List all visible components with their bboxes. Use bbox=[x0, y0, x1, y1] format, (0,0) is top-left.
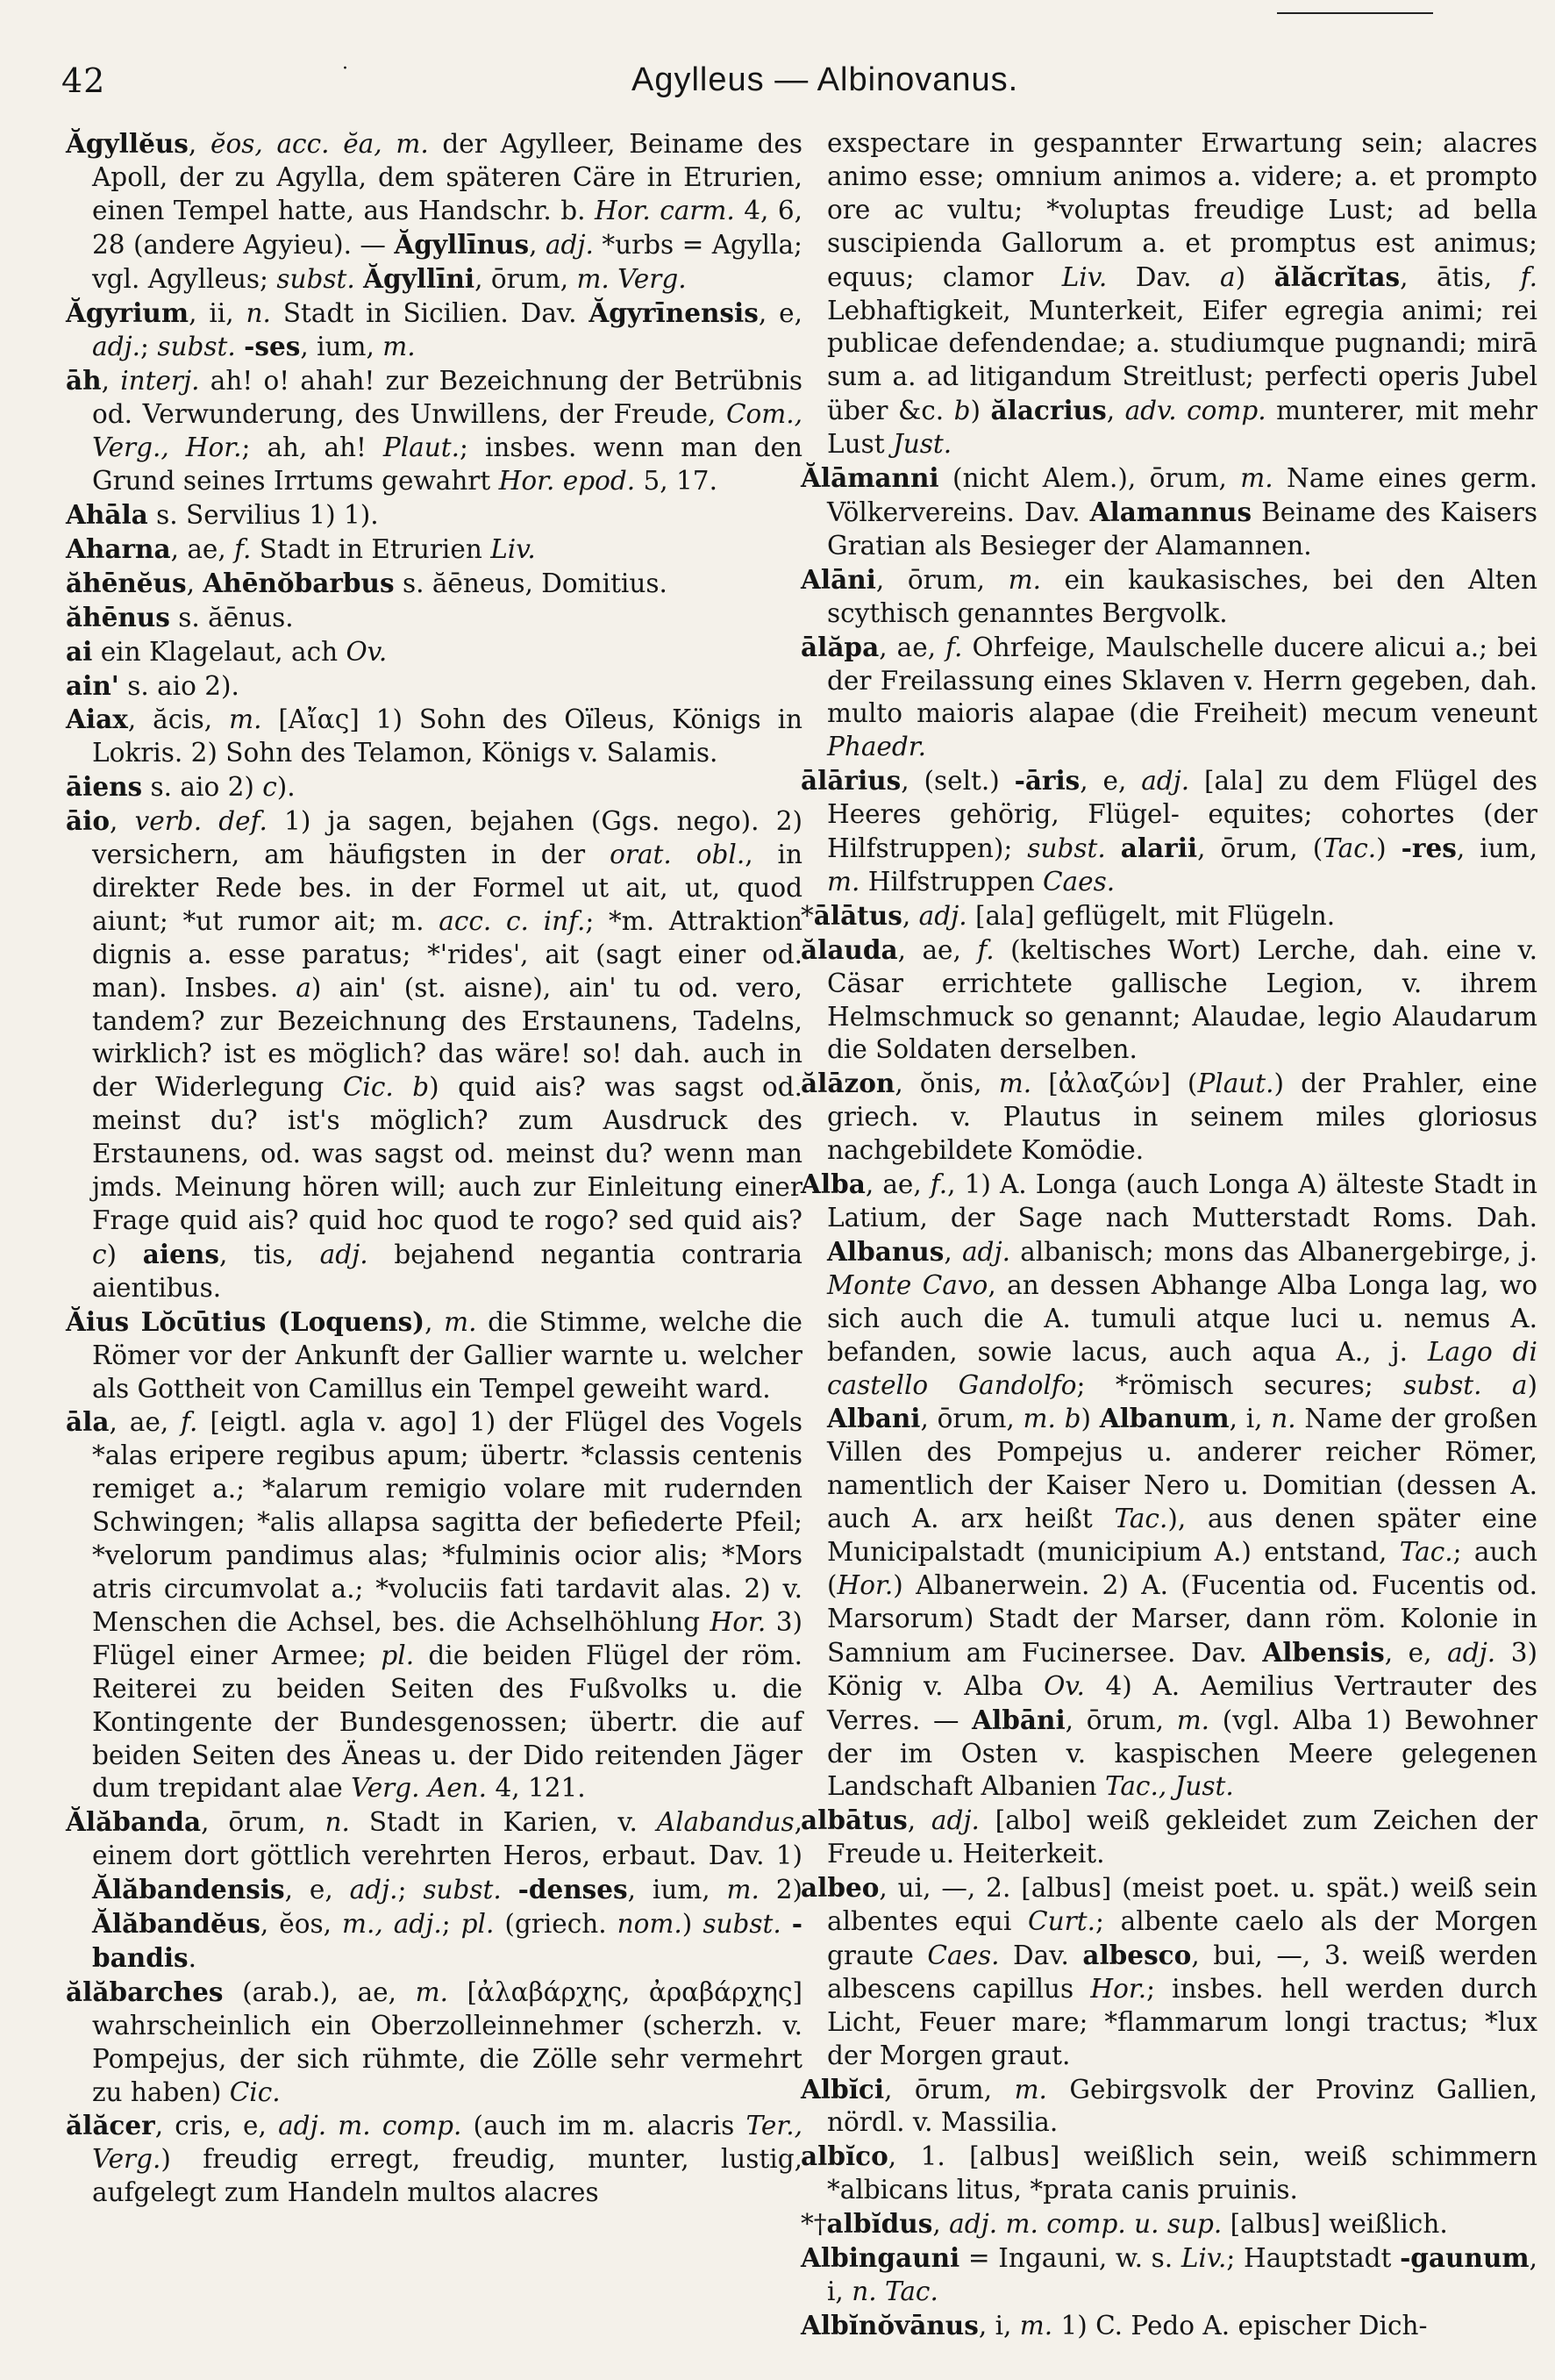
dictionary-entry: ălăcer, cris, e, adj. m. comp. (auch im m. alacris Ter., Verg.) freudig erregt, freudig, munter, lustig, aufgelegt zum Handeln multos alacres bbox=[66, 2110, 802, 2208]
dictionary-entry: Albĭci, ōrum, m. Gebirgsvolk der Provinz Gallien, nördl. v. Massilia. bbox=[801, 2073, 1537, 2138]
entry-continuation: exspectare in gespannter Erwartung sein; alacres animo esse; omnium animos a. videre; a. et prompto ore ac vultu; *voluptas freudige Lust; ad bella suscipienda Gallorum a. et promptus est animus; equus; clamor Liv. Dav. a) ălăcrĭtas, ātis, f. Lebhaftigkeit, Munterkeit, Eifer egregia animi; rei publicae defendendae; a. studiumque pugnandi; mirā sum a. ad litigandum Streitlust; perfecti operis Jubel über &c. b) ălacrius, adv. comp. munterer, mit mehr Lust Just. bbox=[827, 128, 1537, 460]
dictionary-entry: āiens s. aio 2) c). bbox=[66, 771, 296, 803]
dictionary-entry: āio, verb. def. 1) ja sagen, bejahen (Ggs. nego). 2) versichern, am häufigsten in der orat. obl., in direkter Rede bes. in der Formel ut ait, ut, quod aiunt; *ut rumor ait; m. acc. c. inf.; *m. Attraktion dignis a. esse paratus; *'rides', ait (sagt einer od. man). Insbes. a) ain' (st. aisne), ain' tu od. vero, tandem? zur Bezeichnung des Erstaunens, Tadelns, wirklich? ist es möglich? das wäre! so! dah. auch in der Widerlegung Cic. b) quid ais? was sagst od. meinst du? ist's möglich? zum Ausdruck des Erstaunens, od. was sagst od. meinst du? wenn man jmds. Meinung hören will; auch zur Einleitung einer Frage quid ais? quid hoc quod te rogo? sed quid ais? c) aiens, tis, adj. bejahend negantia contraria aientibus. bbox=[66, 805, 803, 1303]
dictionary-entry: albeo, ui, —, 2. [albus] (meist poet. u. spät.) weiß sein albentes equi Curt.; albente caelo als der Morgen graute Caes. Dav. albesco, bui, —, 3. weiß werden albescens capillus Hor.; insbes. hell werden durch Licht, Feuer mare; *flammarum longi tractus; *lux der Morgen graut. bbox=[801, 1872, 1537, 2070]
dictionary-entry: Ălăbanda, ōrum, n. Stadt in Karien, v. Alabandus, einem dort göttlich verehrten Heros, erbaut. Dav. 1) Ălăbandensis, e, adj.; subst. -denses, ium, m. 2) Ălăbandĕus, ĕos, m., adj.; pl. (griech. nom.) subst. -bandis. bbox=[66, 1806, 802, 1973]
dictionary-entry: Alāni, ōrum, m. ein kaukasisches, bei den Alten scythisch genanntes Bergvolk. bbox=[801, 563, 1537, 628]
dictionary-entry: Alba, ae, f., 1) A. Longa (auch Longa A) älteste Stadt in Latium, der Sage nach Mutterstadt Roms. Dah. Albanus, adj. albanisch; mons das Albanergebirge, j. Monte Cavo, an dessen Abhange Alba Longa lag, wo sich auch die A. tumuli atque luci u. nemus A. befanden, sowie lacus, auch aqua A., j. Lago di castello Gandolfo; *römisch secures; subst. a) Albani, ōrum, m. b) Albanum, i, n. Name der großen Villen des Pompejus u. anderer reicher Römer, namentlich der Kaiser Nero u. Domitian (dessen A. auch A. arx heißt Tac.), aus denen später eine Municipalstadt (municipium A.) entstand, Tac.; auch (Hor.) Albanerwein. 2) A. (Fucentia od. Fucentis od. Marsorum) Stadt der Marser, dann röm. Kolonie in Samnium am Fucinersee. Dav. Albensis, e, adj. 3) König v. Alba Ov. 4) A. Aemilius Vertrauter des Verres. — Albāni, ōrum, m. (vgl. Alba 1) Bewohner der im Osten v. kaspischen Meere gelegenen Landschaft Albanien Tac., Just. bbox=[801, 1169, 1538, 1802]
dictionary-entry: ălāzon, ŏnis, m. [ἀλαζών] (Plaut.) der Prahler, eine griech. v. Plautus in seinem miles gloriosus nachgebildete Komödie. bbox=[801, 1068, 1537, 1166]
dictionary-entry: ālăpa, ae, f. Ohrfeige, Maulschelle ducere alicui a.; bei der Freilassung eines Sklaven v. Herrn gegeben, dah. multo maioris alapae (die Freiheit) mecum veneunt Phaedr. bbox=[801, 631, 1537, 762]
header-dot: · bbox=[342, 58, 348, 80]
dictionary-entry: Ăgyllĕus, ĕos, acc. ĕa, m. der Agylleer, Beiname des Apoll, der zu Agylla, dem späteren Cäre in Etrurien, einen Tempel hatte, aus Handschr. b. Hor. carm. 4, 6, 28 (andere Agyieu). — Ăgyllīnus, adj. *urbs = Agylla; vgl. Agylleus; subst. Ăgyllīni, ōrum, m. Verg. bbox=[66, 128, 803, 294]
dictionary-entry: Ălāmanni (nicht Alem.), ōrum, m. Name eines germ. Völkervereins. Dav. Alamannus Beiname des Kaisers Gratian als Besieger der Alamannen. bbox=[801, 462, 1537, 561]
dictionary-entry: *†albĭdus, adj. m. comp. u. sup. [albus] weißlich. bbox=[801, 2208, 1448, 2240]
dictionary-entry: Ahāla s. Servilius 1) 1). bbox=[66, 498, 379, 530]
dictionary-entry: āla, ae, f. [eigtl. agla v. ago] 1) der Flügel des Vogels *alas eripere regibus apum; übertr. *classis centenis remiget a.; *alarum remigio volare mit rudernden Schwingen; *alis allapsa sagitta der befiederte Pfeil; *velorum pandimus alas; *fulminis ocior alis; *Mors atris circumvolat a.; *voluciis fati tardavit alas. 2) v. Menschen die Achsel, bes. die Achselhöhlung Hor. 3) Flügel einer Armee; pl. die beiden Flügel der röm. Reiterei zu beiden Seiten des Fußvolks u. die Kontingente der Bundesgenossen; übertr. die auf beiden Seiten des Äneas u. der Dido reitenden Jäger dum trepidant alae Verg. Aen. 4, 121. bbox=[66, 1406, 802, 1804]
dictionary-entry: albĭco, 1. [albus] weißlich sein, weiß schimmern *albicans litus, *prata canis pruinis. bbox=[801, 2141, 1537, 2205]
dictionary-entry: ălăbarches (arab.), ae, m. [ἀλαβάρχης, ἀραβάρχης] wahrscheinlich ein Oberzolleinnehmer (scherzh. v. Pompejus, der sich rühmte, die Zölle sehr vermehrt zu haben) Cic. bbox=[66, 1976, 802, 2107]
page-header bbox=[61, 58, 1491, 114]
dictionary-entry: Aiax, ăcis, m. [Αἴας] 1) Sohn des Oïleus, Königs in Lokris. 2) Sohn des Telamon, Königs v. Salamis. bbox=[66, 704, 802, 768]
dictionary-entry: *ālātus, adj. [ala] geflügelt, mit Flügeln. bbox=[801, 899, 1336, 931]
dictionary-entry: Albĭnŏvānus, i, m. 1) C. Pedo A. epischer Dich- bbox=[801, 2309, 1428, 2341]
left-column bbox=[66, 127, 802, 2327]
dictionary-entry: ai ein Klagelaut, ach Ov. bbox=[66, 635, 388, 667]
dictionary-entry: ālārius, (selt.) -āris, e, adj. [ala] zu dem Flügel des Heeres gehörig, Flügel- equites; cohortes (der Hilfstruppen); subst. alarii, ōrum, (Tac.) -res, ium, m. Hilfstruppen Caes. bbox=[801, 765, 1538, 897]
dictionary-entry: Aharna, ae, f. Stadt in Etrurien Liv. bbox=[66, 532, 536, 564]
running-head: Agylleus — Albinovanus. bbox=[631, 61, 1019, 98]
dictionary-entry: Albingauni = Ingauni, w. s. Liv.; Hauptstadt -gaunum, i, n. Tac. bbox=[801, 2242, 1537, 2306]
dictionary-entry: ăhēnĕus, Ahēnŏbarbus s. ăēneus, Domitius. bbox=[66, 567, 667, 598]
top-rule bbox=[1277, 12, 1433, 14]
page-number: 42 bbox=[61, 61, 106, 100]
dictionary-entry: ălauda, ae, f. (keltisches Wort) Lerche, dah. eine v. Cäsar errichtete gallische Legion, v. ihrem Helmschmuck so genannt; Alaudae, legio Alaudarum die Soldaten derselben. bbox=[801, 933, 1537, 1065]
dictionary-entry: Ăius Lŏcūtius (Loquens), m. die Stimme, welche die Römer vor der Ankunft der Gallier warnte u. welcher als Gottheit von Camillus ein Tempel geweiht ward. bbox=[66, 1305, 802, 1404]
dictionary-entry: albātus, adj. [albo] weiß gekleidet zum Zeichen der Freude u. Heiterkeit. bbox=[801, 1805, 1537, 1869]
dictionary-entry: ain' s. aio 2). bbox=[66, 669, 239, 701]
dictionary-entry: ăhēnus s. ăēnus. bbox=[66, 601, 294, 633]
dictionary-entry: āh, interj. ah! o! ahah! zur Bezeichnung der Betrübnis od. Verwunderung, des Unwillens, der Freude, Com., Verg., Hor.; ah, ah! Plaut.; insbes. wenn man den Grund seines Irrtums gewahrt Hor. epod. 5, 17. bbox=[66, 365, 802, 497]
dictionary-entry: Ăgyrium, ii, n. Stadt in Sicilien. Dav. Ăgyrīnensis, e, adj.; subst. -ses, ium, m. bbox=[66, 297, 802, 362]
right-column bbox=[801, 127, 1538, 2341]
